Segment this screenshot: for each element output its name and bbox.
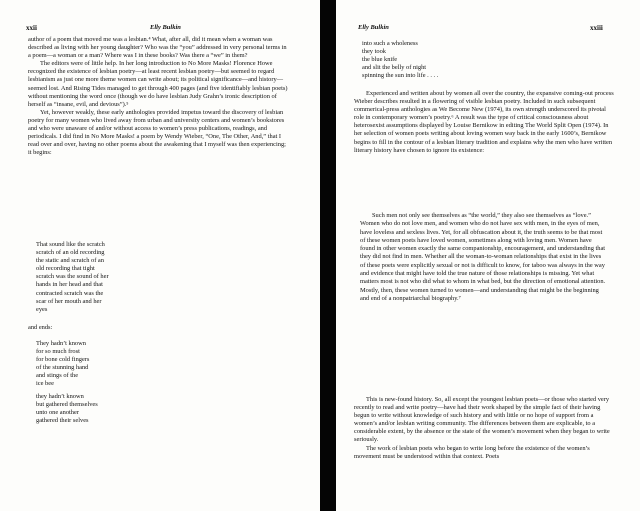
and-ends-label: and ends: (28, 324, 53, 331)
poem-continued (362, 40, 562, 80)
poem-block (36, 241, 236, 314)
poem-block-2 (36, 340, 236, 389)
poem-block-3 (36, 393, 236, 425)
running-head: Elly Bulkin (150, 24, 181, 31)
right-body-2 (354, 396, 616, 461)
running-head: Elly Bulkin (358, 24, 389, 31)
page-number: xxii (26, 24, 37, 32)
poem-stanza: into such a wholeness they took the blue knife and slit the belly of night spinning the sun into life . . . . (362, 40, 439, 80)
page-number: xxiii (590, 24, 603, 32)
paragraph: author of a poem that moved me was a lesbian.⁴ What, after all, did it mean when a woman was described as living with her young daughter? Who was the “you” addressed in very personal terms in a poem—a woman or a man? Where was I in these books? Was there a “we” in them? (28, 36, 287, 60)
right-body (354, 90, 616, 155)
paragraph: Experienced and written about by women all over the country, the expansive coming-out process Wieber describes resulted in a flowering of visible lesbian poetry. Included in such subsequent commerical-press anthologies as We Become New (1974), its own strength underscored its pivotal role in contemporary women’s poetry.⁶ A result was the type of critical consciousness about heterosexist assumptions displayed by Louise Bernikow in editing The World Split Open (1974). In her selection of women poets writing about loving women way back in the early 1600’s, Bernikow begins to fill in the contour of a lesbian literary tradition and explains why the men who have written literary history have chosen to ignore its existence: (354, 90, 614, 154)
book-spine (320, 0, 336, 511)
right-page (336, 0, 640, 511)
left-body (28, 36, 290, 157)
paragraph: The work of lesbian poets who began to write long before the existence of the women’s movement must be understood within that context. Poets (354, 444, 590, 460)
poem-stanza: They hadn’t known for so much frost for bone cold fingers of the stunning hand and stings of the ice bee (36, 340, 90, 388)
paragraph: This is new-found history. So, all except the youngest lesbian poets—or those who started very recently to read and write poetry—have had their work shaped by the simple fact of their having begun to write without knowledge of such history and with little or no hope of support from a women’s and/or lesbian writing community. The differences between them are explicable, to a considerable extent, by the absence or the state of the women’s movement when they began to write seriously. (354, 396, 610, 444)
paragraph: The editors were of little help. In her long introduction to No More Masks! Florence Howe recognized the existence of lesbian poetry—at least recent lesbian poetry—but seemed to regard lesbianism as just one more theme women can write about; its political significance—and history—seemed lost. And Rising Tides managed to get through 400 pages (and five identifiably lesbian poets) without mentioning the word once (though we do have lesbian Judy Grahn’s ironic description of herself as “insane, evil, and devious”).⁵ (28, 60, 288, 108)
block-quote: Such men not only see themselves as “the world,” they also see themselves as “love.” Women who do not love men, and women who do not have sex with men, in the eyes of men, have loveless and sexless lives. Yet, for all obfuscation about it, the truth seems to be that most of these women poets have loved women, sometimes along with loving men. Women have found in other women exactly the same companionship, encouragement, and understanding that they did not find in men. Whether all the woman-to-woman relationships that exist in the lives of these poets were explicitly sexual or not is difficult to know, for taboo was always in the way and evidence that might have told the true nature of those relationships is missing. Yet what matters most is not who did what to whom in what bed, but the direction of emotional attention. Mostly, then, these women turned to women—and understanding that might be the beginning and end of a nonpatriarchal biography.⁷ (360, 212, 606, 302)
poem-stanza: they hadn’t known but gathered themselves unto one another gathered their selves (36, 393, 98, 425)
poem-stanza: That sound like the scratch scratch of an old recording the static and scratch of an old recording that tight scratch was the sound of her hands in her head and that contracted scratch was the scar of her mouth and her eyes (36, 241, 109, 313)
paragraph: Yet, however weakly, these early anthologies provided impetus toward the discovery of lesbian poetry for many women who lived away from urban and university centers and women’s bookstores and who were unaware of and/or without access to women’s press publications, readings, and periodicals. I did find in No More Masks! a poem by Wendy Wieber, “One, The Other, And,” that I read over and over, having no other poems about the awakening that I myself was then experiencing; it begins: (28, 108, 286, 157)
